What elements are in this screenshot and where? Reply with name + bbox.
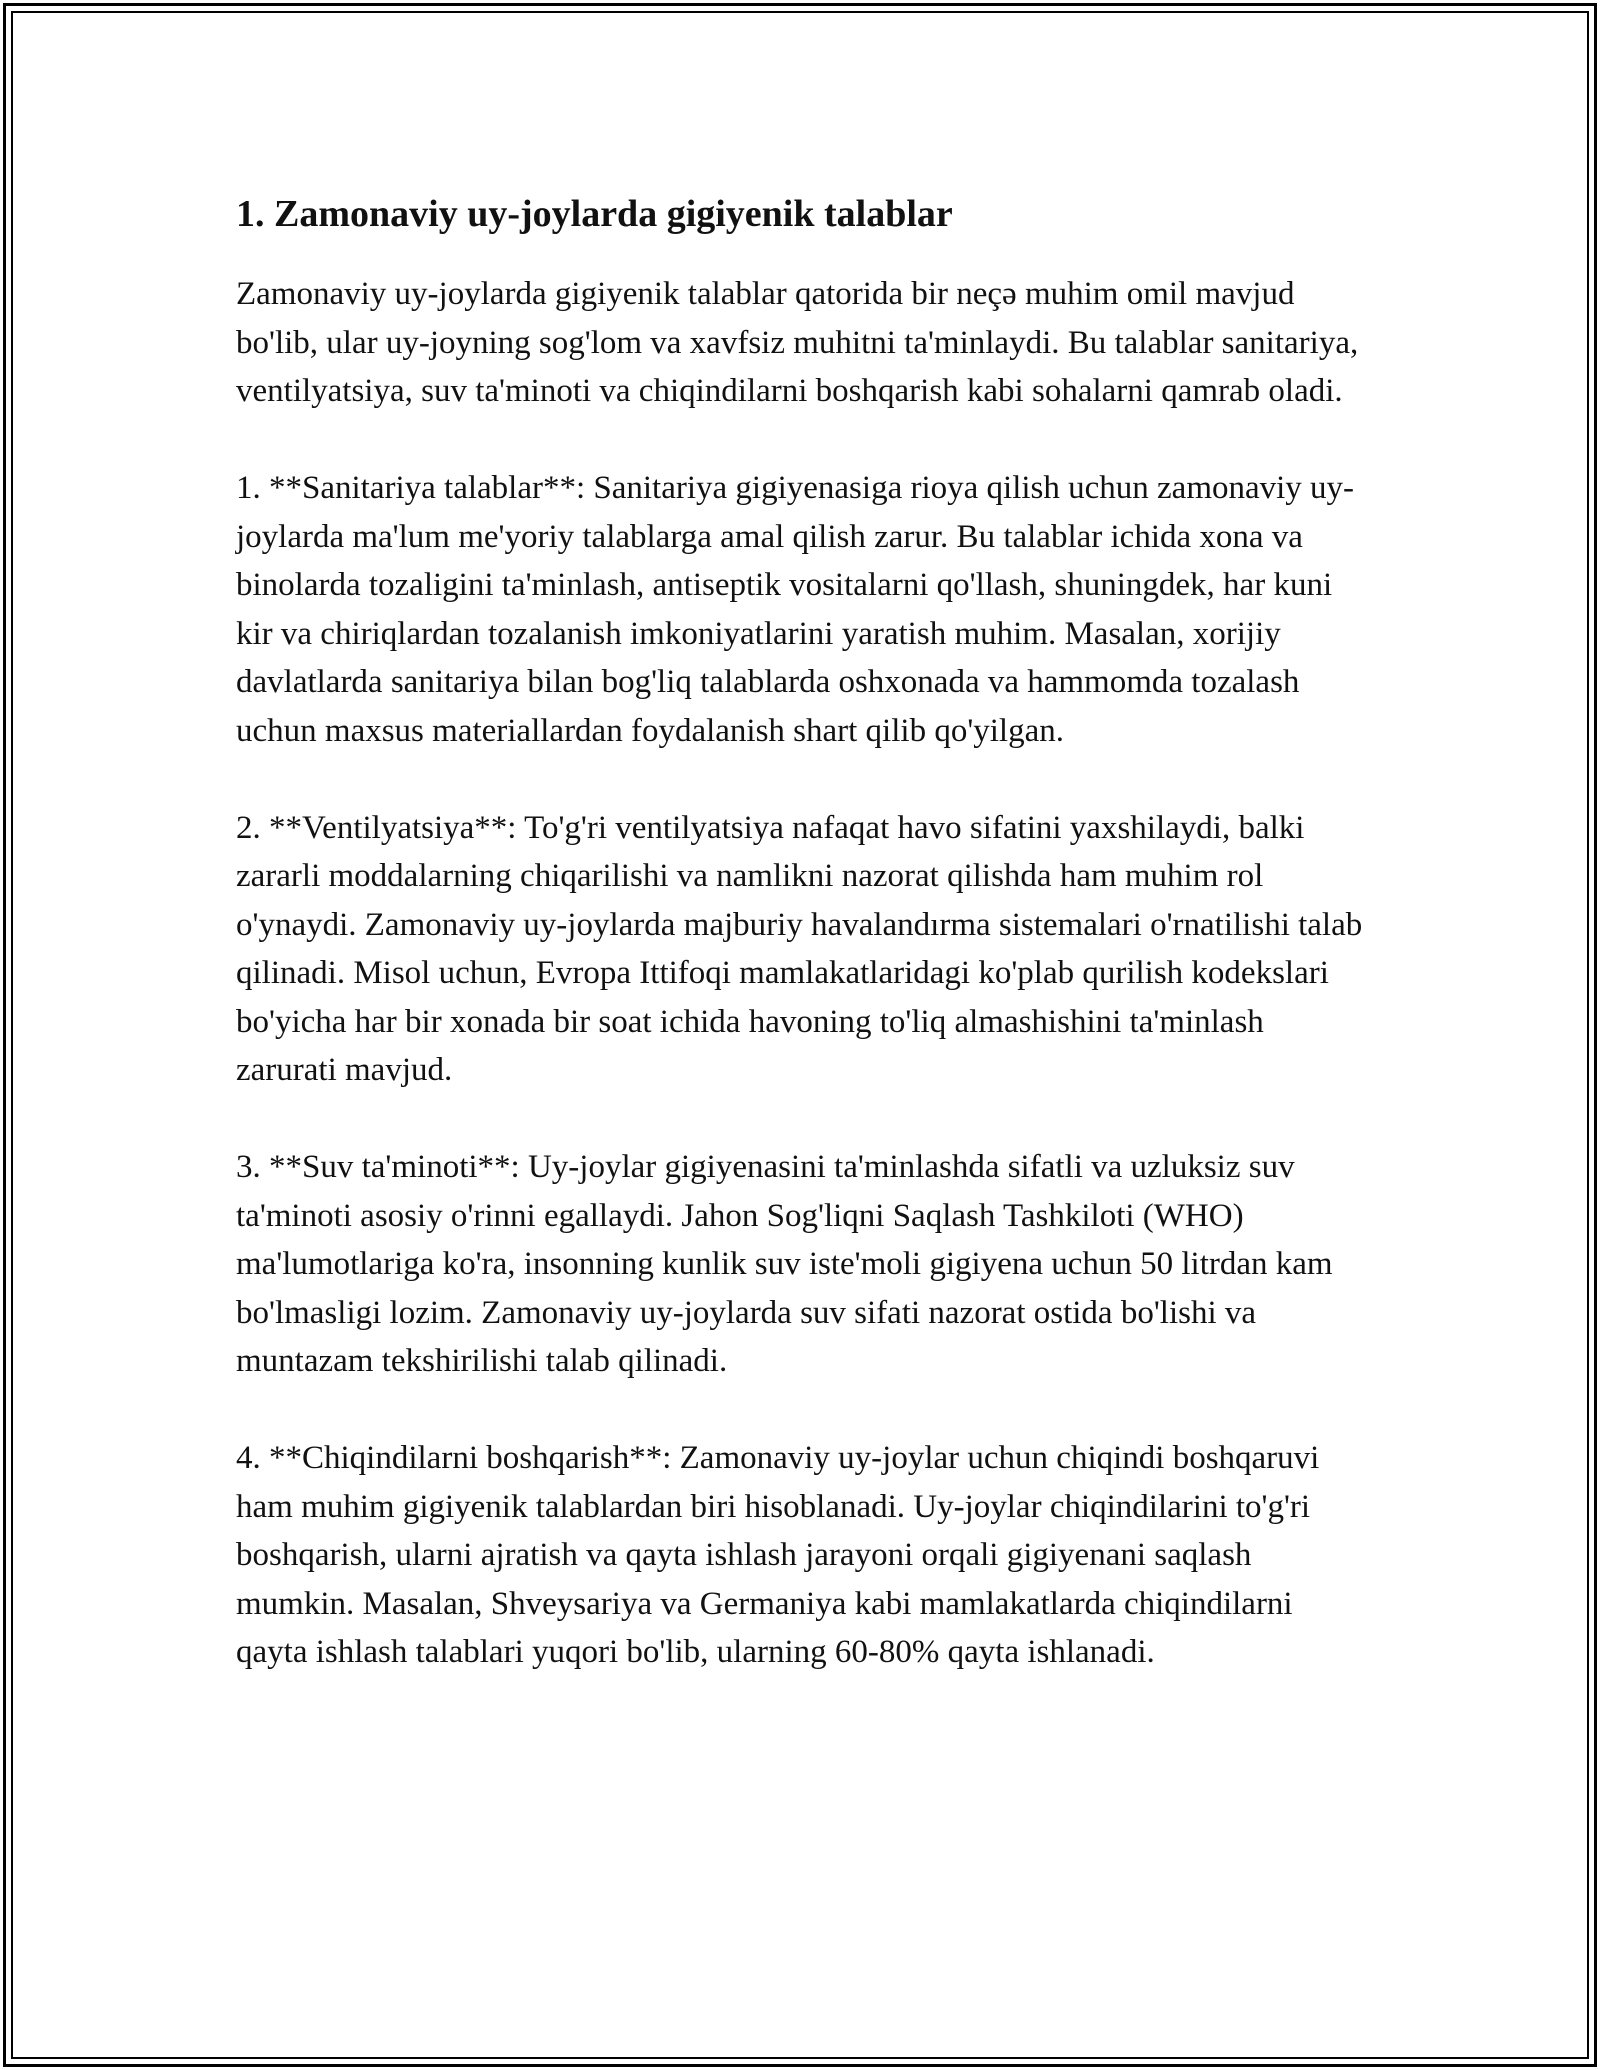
water-supply-paragraph: 3. **Suv ta'minoti**: Uy-joylar gigiyenasini ta'minlashda sifatli va uzluksiz suv ta'minoti asosiy o'rinni egallaydi. Jahon Sog'liqni Saqlash Tashkiloti (WHO) ma'lumotlariga ko'ra, insonning kunlik suv iste'moli gigiyena uchun 50 litrdan kam bo'lmasligi lozim. Zamonaviy uy-joylarda suv sifati nazorat ostida bo'lishi va muntazam tekshirilishi talab qilinadi.	[236, 1149, 1333, 1379]
section-heading: 1. Zamonaviy uy-joylarda gigiyenik talablar	[236, 193, 953, 235]
document-body	[236, 186, 1366, 1725]
waste-management-paragraph: 4. **Chiqindilarni boshqarish**: Zamonaviy uy-joylar uchun chiqindi boshqaruvi ham muhim gigiyenik talablardan biri hisoblanadi. Uy-joylar chiqindilarini to'g'ri boshqarish, ularni ajratish va qayta ishlash jarayoni orqali gigiyenani saqlash mumkin. Masalan, Shveysariya va Germaniya kabi mamlakatlarda chiqindilarni qayta ishlash talablari yuqori bo'lib, ularning 60-80% qayta ishlanadi.	[236, 1440, 1320, 1670]
sanitation-paragraph: 1. **Sanitariya talablar**: Sanitariya gigiyenasiga rioya qilish uchun zamonaviy uy-joylarda ma'lum me'yoriy talablarga amal qilish zarur. Bu talablar ichida xona va binolarda tozaligini ta'minlash, antiseptik vositalarni qo'llash, shuningdek, har kuni kir va chiriqlardan tozalanish imkoniyatlarini yaratish muhim. Masalan, xorijiy davlatlarda sanitariya bilan bog'liq talablarda oshxonada va hammomda tozalash uchun maxsus materiallardan foydalanish shart qilib qo'yilgan.	[236, 470, 1355, 749]
intro-paragraph: Zamonaviy uy-joylarda gigiyenik talablar qatorida bir neçə muhim omil mavjud bo'lib, ular uy-joyning sog'lom va xavfsiz muhitni ta'minlaydi. Bu talablar sanitariya, ventilyatsiya, suv ta'minoti va chiqindilarni boshqarish kabi sohalarni qamrab oladi.	[236, 276, 1359, 409]
ventilation-paragraph: 2. **Ventilyatsiya**: To'g'ri ventilyatsiya nafaqat havo sifatini yaxshilaydi, balki zararli moddalarning chiqarilishi va namlikni nazorat qilishda ham muhim rol o'ynaydi. Zamonaviy uy-joylarda majburiy havalandırma sistemalari o'rnatilishi talab qilinadi. Misol uchun, Evropa Ittifoqi mamlakatlaridagi ko'plab qurilish kodekslari bo'yicha har bir xonada bir soat ichida havoning to'liq almashishini ta'minlash zarurati mavjud.	[236, 809, 1363, 1088]
